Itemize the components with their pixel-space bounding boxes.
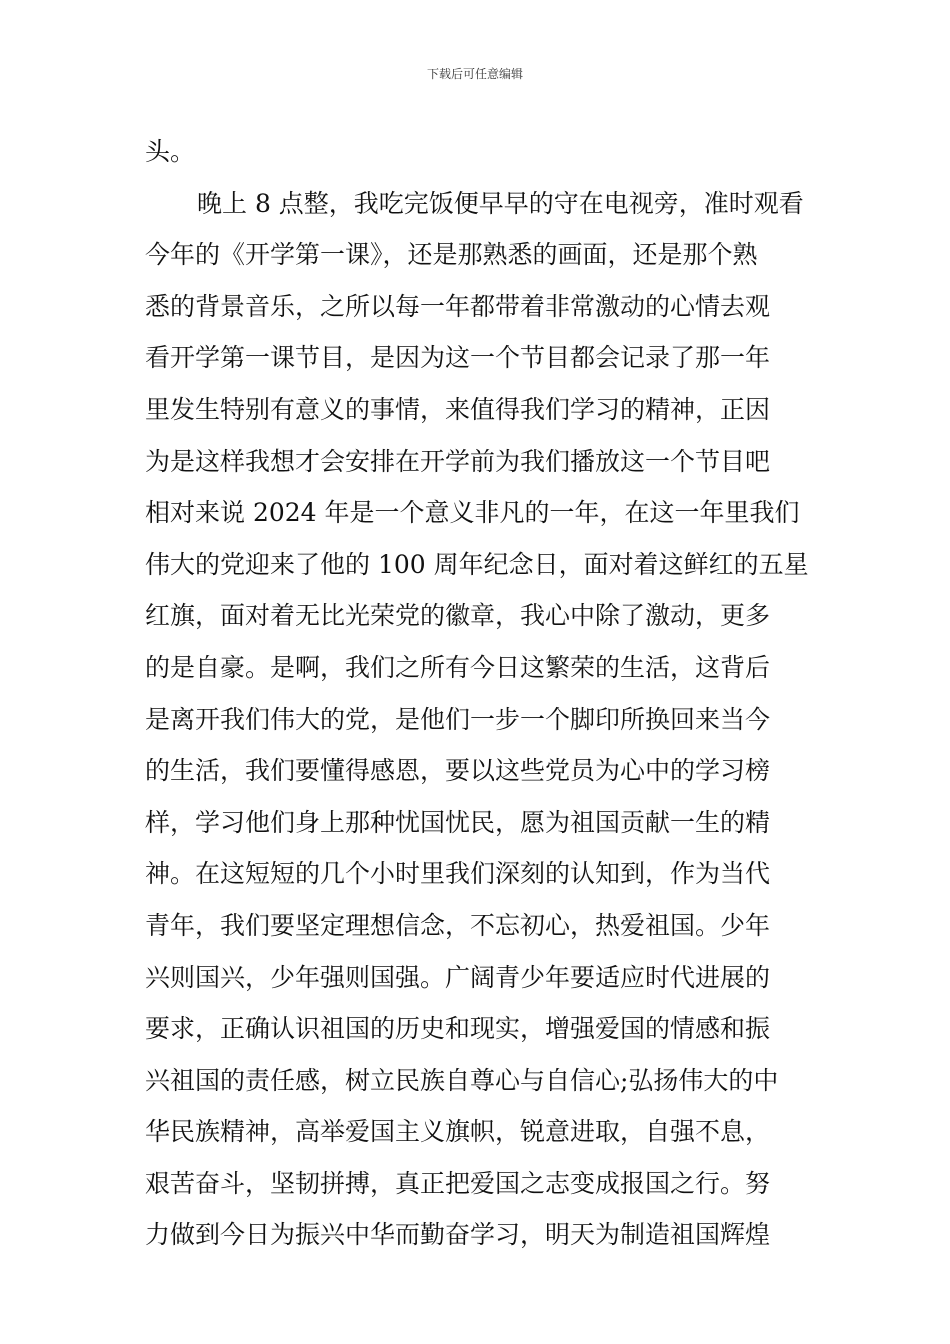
text-line: 是离开我们伟大的党，是他们一步一个脚印所换回来当今	[145, 704, 771, 734]
body-text	[145, 126, 815, 1261]
text-line: 红旗，面对着无比光荣党的徽章，我心中除了激动，更多	[145, 601, 771, 631]
text-line: 看开学第一课节目，是因为这一个节目都会记录了那一年	[145, 343, 771, 373]
text-line: 悉的背景音乐，之所以每一年都带着非常激动的心情去观	[145, 291, 771, 321]
text-line: 头。	[145, 137, 196, 166]
text-line: 的是自豪。是啊，我们之所有今日这繁荣的生活，这背后	[145, 652, 771, 682]
text-line: 伟大的党迎来了他的 100 周年纪念日，面对着这鲜红的五星	[145, 549, 809, 579]
text-line: 为是这样我想才会安排在开学前为我们播放这一个节目吧	[145, 446, 771, 476]
page-header: 下载后可任意编辑	[426, 67, 523, 81]
text-line: 青年，我们要坚定理想信念，不忘初心，热爱祖国。少年	[145, 910, 771, 940]
text-line: 艰苦奋斗，坚韧拼搏，真正把爱国之志变成报国之行。努	[145, 1168, 771, 1198]
text-line: 力做到今日为振兴中华而勤奋学习，明天为制造祖国辉煌	[145, 1220, 771, 1250]
text-line: 兴则国兴，少年强则国强。广阔青少年要适应时代进展的	[145, 962, 771, 992]
text-line: 神。在这短短的几个小时里我们深刻的认知到，作为当代	[145, 859, 771, 889]
paragraph-first-line: 晚上 8 点整，我吃完饭便早早的守在电视旁，准时观看	[197, 188, 804, 218]
text-line: 华民族精神，高举爱国主义旗帜，锐意进取，自强不息，	[145, 1117, 771, 1147]
text-line: 要求，正确认识祖国的历史和现实，增强爱国的情感和振	[145, 1014, 771, 1044]
text-line: 相对来说 2024 年是一个意义非凡的一年，在这一年里我们	[145, 498, 800, 528]
text-line: 样，学习他们身上那种忧国忧民，愿为祖国贡献一生的精	[145, 807, 771, 837]
text-line: 兴祖国的责任感，树立民族自尊心与自信心;弘扬伟大的中	[145, 1065, 779, 1095]
text-line: 里发生特别有意义的事情，来值得我们学习的精神，正因	[145, 394, 771, 424]
text-line: 今年的《开学第一课》，还是那熟悉的画面，还是那个熟	[145, 240, 758, 270]
text-line: 的生活，我们要懂得感恩，要以这些党员为心中的学习榜	[145, 756, 771, 786]
